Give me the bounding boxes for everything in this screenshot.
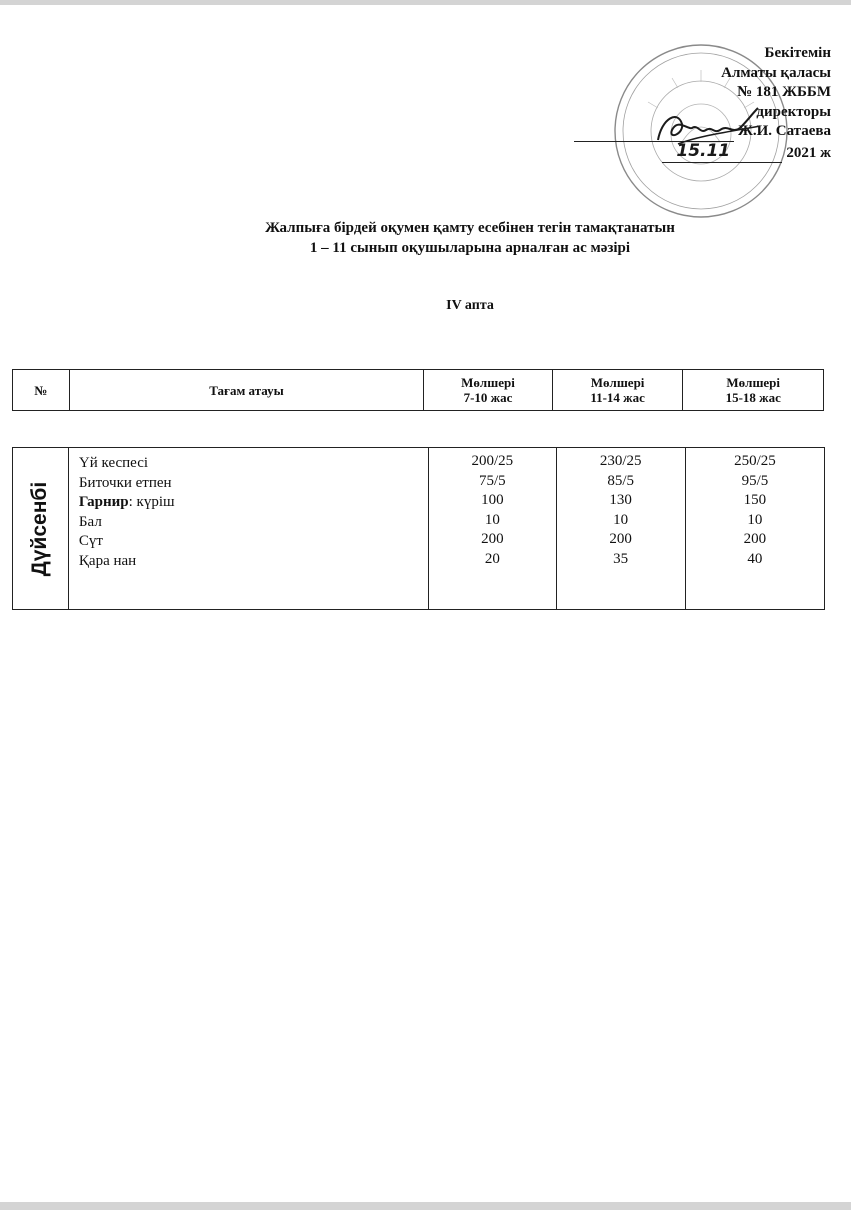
qty-value: 250/25 xyxy=(734,453,776,469)
approval-school: № 181 ЖББМ xyxy=(737,84,831,100)
menu-row-monday xyxy=(13,448,825,610)
header-age2-label: Мөлшері xyxy=(590,375,645,390)
header-age2-range: 11-14 жас xyxy=(590,390,645,405)
day-label: Дүйсенбі xyxy=(28,481,52,576)
qty-value: 85/5 xyxy=(607,472,634,489)
approval-year: 2021 ж xyxy=(786,144,831,161)
dish-name: Қара нан xyxy=(78,552,137,569)
qty-value: 10 xyxy=(613,511,629,528)
header-age3-range: 15-18 жас xyxy=(725,390,781,405)
approval-position: директоры xyxy=(756,103,831,120)
qty-value: 150 xyxy=(743,492,767,508)
qty-value: 200 xyxy=(481,531,504,547)
header-table xyxy=(12,369,824,411)
scan-border-bottom xyxy=(0,1202,851,1210)
header-num: № xyxy=(13,370,70,411)
header-dish: Тағам атауы xyxy=(69,370,423,411)
qty-value: 20 xyxy=(484,550,500,567)
header-age3 xyxy=(683,370,824,411)
header-age1-label: Мөлшері xyxy=(461,375,515,390)
qty-value: 75/5 xyxy=(479,472,506,489)
header-row xyxy=(13,370,824,411)
approval-heading: Бекітемін xyxy=(764,45,831,61)
qty-value: 95/5 xyxy=(741,472,769,489)
dish-name: Биточки етпен xyxy=(78,474,172,491)
dish-name: Бал xyxy=(78,513,102,530)
qty-column-11-14 xyxy=(556,448,685,610)
header-age1-range: 7-10 жас xyxy=(463,390,513,405)
qty-column-7-10 xyxy=(429,448,556,610)
dish-list xyxy=(68,448,428,610)
header-age3-label: Мөлшері xyxy=(726,375,781,390)
qty-value: 230/25 xyxy=(599,453,642,469)
qty-value: 200/25 xyxy=(471,453,514,469)
menu-title-line2: 1 – 11 сынып оқушыларына арналған ас мәзірі xyxy=(309,240,631,256)
qty-value: 10 xyxy=(484,511,500,528)
dish-name: Сүт xyxy=(78,533,103,549)
handwritten-signature xyxy=(648,100,768,160)
garnish-label: Гарнир xyxy=(78,494,129,510)
qty-value: 100 xyxy=(481,492,504,508)
menu-title-line1: Жалпыға бірдей оқумен қамту есебінен тегін тамақтанатын xyxy=(265,220,675,236)
menu-table xyxy=(12,447,825,610)
qty-column-15-18 xyxy=(685,448,824,610)
qty-value: 200 xyxy=(743,531,767,547)
scan-border-top xyxy=(0,0,851,5)
qty-value: 10 xyxy=(747,511,763,528)
header-age1 xyxy=(424,370,553,411)
dish-name xyxy=(79,493,428,513)
day-cell xyxy=(13,448,69,610)
qty-value: 200 xyxy=(609,531,632,547)
qty-value: 35 xyxy=(613,550,629,567)
qty-value: 130 xyxy=(609,492,632,508)
week-label: IV апта xyxy=(446,298,494,313)
header-age2 xyxy=(552,370,683,411)
qty-value: 40 xyxy=(747,550,763,567)
handwritten-date: 15.11 xyxy=(676,140,731,161)
approval-name: Ж.И. Сатаева xyxy=(737,123,831,139)
approval-city: Алматы қаласы xyxy=(721,64,831,81)
dish-name: Үй кеспесі xyxy=(78,455,149,471)
garnish-name: : күріш xyxy=(128,494,175,510)
